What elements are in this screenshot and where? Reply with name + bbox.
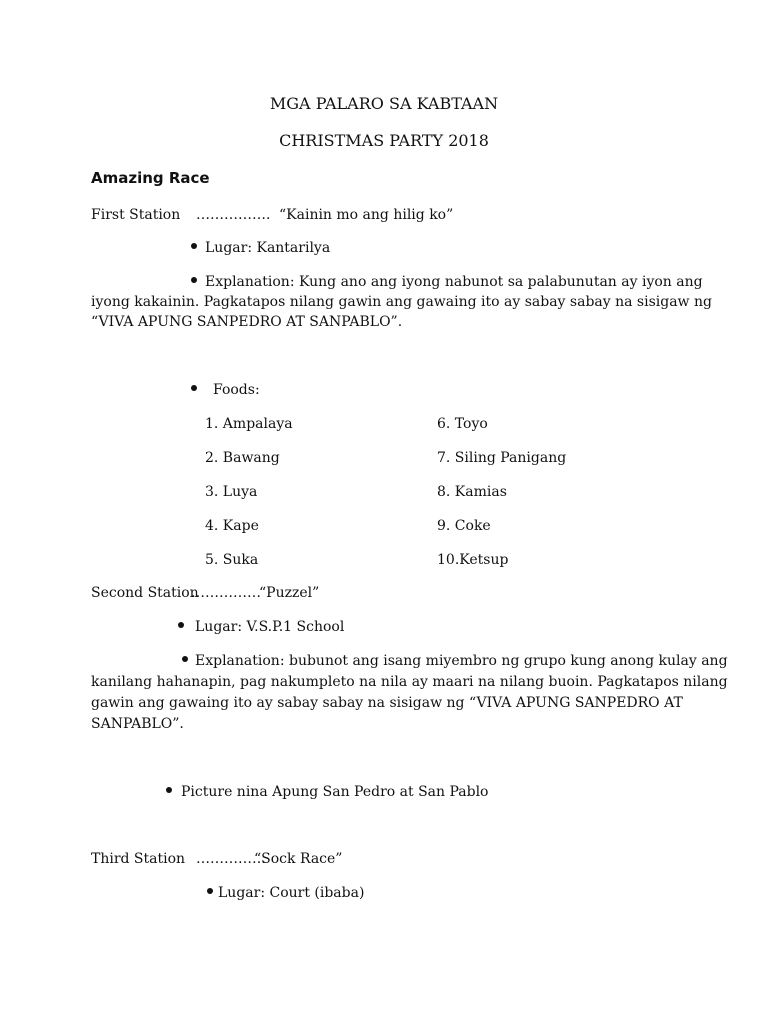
station2-lugar: Lugar: V.S.P.1 School: [195, 619, 345, 635]
food-item: 5. Suka: [205, 552, 259, 568]
food-item: 2. Bawang: [205, 450, 280, 466]
bullet-icon: [178, 622, 184, 628]
station2-explanation-line4: SANPABLO”.: [91, 716, 184, 732]
food-item: 1. Ampalaya: [205, 416, 293, 432]
food-item: 10.Ketsup: [437, 552, 509, 568]
station2-dots: ……………: [191, 585, 261, 601]
station2-label: Second Station: [91, 585, 199, 601]
bullet-icon: [191, 385, 197, 391]
document-title: MGA PALARO SA KABTAAN: [269, 94, 499, 113]
station2-explanation-line1: Explanation: bubunot ang isang miyembro ng grupo kung anong kulay ang: [195, 653, 728, 669]
bullet-icon: [207, 888, 213, 894]
station1-name: “Kainin mo ang hilig ko”: [279, 207, 454, 223]
station2-explanation-line3: gawin ang gawaing ito ay sabay sabay na sisigaw ng “VIVA APUNG SANPEDRO AT: [91, 695, 683, 711]
station1-explanation-line2: iyong kakainin. Pagkatapos nilang gawin ang gawaing ito ay sabay sabay na sisigaw ng: [91, 294, 712, 310]
food-item: 7. Siling Panigang: [437, 450, 567, 466]
bullet-icon: [191, 243, 197, 249]
station3-dots: ……………: [196, 851, 266, 867]
food-item: 4. Kape: [205, 518, 259, 534]
food-item: 6. Toyo: [437, 416, 488, 432]
section-heading: Amazing Race: [91, 169, 210, 187]
station3-lugar: Lugar: Court (ibaba): [218, 885, 365, 901]
bullet-icon: [182, 656, 188, 662]
station1-dots: …………….: [196, 207, 271, 223]
bullet-icon: [191, 277, 197, 283]
station1-label: First Station: [91, 207, 181, 223]
document-subtitle: CHRISTMAS PARTY 2018: [279, 131, 489, 150]
bullet-icon: [166, 787, 172, 793]
food-item: 3. Luya: [205, 484, 258, 500]
foods-label: Foods:: [213, 382, 260, 398]
station1-explanation-line1: Explanation: Kung ano ang iyong nabunot sa palabunutan ay iyon ang: [205, 274, 703, 290]
station2-picture: Picture nina Apung San Pedro at San Pablo: [181, 784, 489, 800]
station2-explanation-line2: kanilang hahanapin, pag nakumpleto na nila ay maari na nilang buoin. Pagkatapos nilang: [91, 674, 728, 690]
food-item: 9. Coke: [437, 518, 491, 534]
station3-name: “Sock Race”: [254, 851, 343, 867]
station2-name: “Puzzel”: [259, 585, 320, 601]
food-item: 8. Kamias: [437, 484, 507, 500]
station3-label: Third Station: [91, 851, 186, 867]
station1-lugar: Lugar: Kantarilya: [205, 240, 331, 256]
station1-explanation-line3: “VIVA APUNG SANPEDRO AT SANPABLO”.: [91, 314, 403, 330]
